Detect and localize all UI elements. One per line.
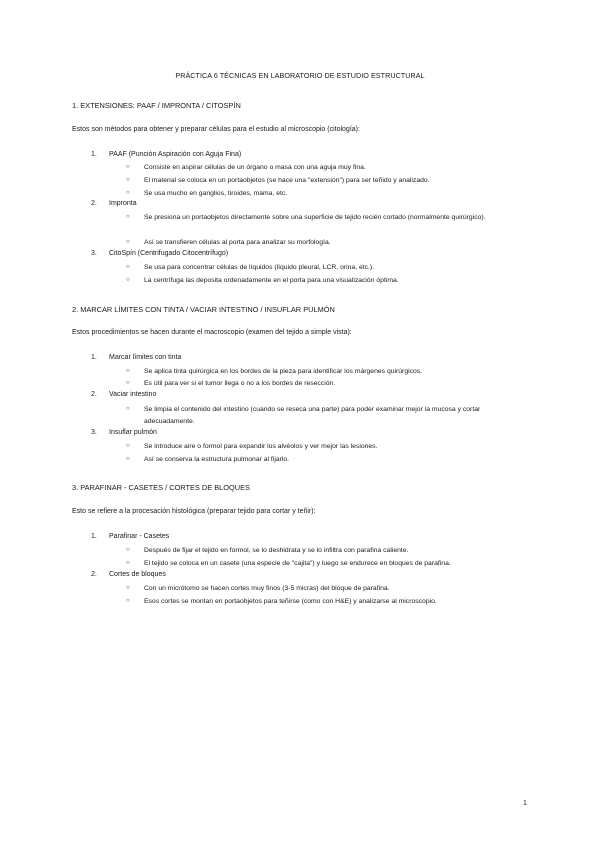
bullet-icon: ○ xyxy=(126,239,130,245)
bullet-item: ○ Esos cortes se montan en portaobjetos para teñirse (como con H&E) y analizarse al microscopio. xyxy=(126,596,516,608)
bullet-item: ○ Se limpia el contenido del intestino (cuando se reseca una parte) para poder examinar mejor la mucosa y cortar adecuadamente. xyxy=(126,406,481,425)
list-item xyxy=(91,391,156,398)
list-item xyxy=(91,354,181,361)
bullet-icon: ○ xyxy=(126,380,130,386)
list-item xyxy=(91,250,228,257)
section-heading-2: 2. MARCAR LÍMITES CON TINTA / VACIAR INTESTINO / INSUFLAR PULMÓN xyxy=(72,305,335,314)
item-number: 3. xyxy=(91,250,97,257)
bullet-icon: ○ xyxy=(126,585,130,591)
bullet-icon: ○ xyxy=(126,598,130,604)
bullet-item: ○ El material se coloca en un portaobjetos (se hace una "extensión") para ser teñido y analizado. xyxy=(126,175,516,187)
item-number: 2. xyxy=(91,200,97,207)
item-label: Parafinar - Casetes xyxy=(109,533,170,540)
bullet-item: ○ Después de fijar el tejido en formol, se lo deshidrata y se lo infiltra con parafina caliente. xyxy=(126,545,516,557)
bullet-item: ○ Se usa mucho en ganglios, tiroides, mama, etc. xyxy=(126,188,516,200)
bullet-icon: ○ xyxy=(126,406,130,412)
item-number: 1. xyxy=(91,354,97,361)
bullet-item: ○ Se aplica tinta quirúrgica en los bordes de la pieza para identificar los márgenes quirúrgicos. xyxy=(126,366,516,378)
item-label: Impronta xyxy=(109,200,137,207)
bullet-item: ○ El tejido se coloca en un casete (una especie de "cajita") y luego se endurece en bloques de parafina. xyxy=(126,558,516,570)
bullet-item: ○ Con un micrótomo se hacen cortes muy finos (3-5 micras) del bloque de parafina. xyxy=(126,583,516,595)
bullet-item: ○ Consiste en aspirar células de un órgano o masa con una aguja muy fina. xyxy=(126,162,516,174)
bullet-icon: ○ xyxy=(126,264,130,270)
section-intro-2: Estos procedimientos se hacen durante el macroscopio (examen del tejido a simple vista): xyxy=(72,329,352,336)
bullet-item: ○ La centrífuga las deposita ordenadamente en el porta para una visualización óptima. xyxy=(126,275,516,287)
bullet-icon: ○ xyxy=(126,164,130,170)
bullet-icon: ○ xyxy=(126,560,130,566)
item-number: 2. xyxy=(91,571,97,578)
bullet-icon: ○ xyxy=(126,368,130,374)
item-label: Marcar límites con tinta xyxy=(109,354,182,361)
bullet-item: ○ Así se transfieren células al porta para analizar su morfología. xyxy=(126,237,516,249)
bullet-item: ○ Se introduce aire o formol para expandir los alvéolos y ver mejor las lesiones. xyxy=(126,441,516,453)
item-label: PAAF (Punción Aspiración con Aguja Fina) xyxy=(109,151,242,158)
page-title: PRÁCTICA 6 TÉCNICAS EN LABORATORIO DE ESTUDIO ESTRUCTURAL xyxy=(175,71,425,80)
bullet-icon: ○ xyxy=(126,190,130,196)
list-item xyxy=(91,200,137,207)
list-item xyxy=(91,571,166,578)
section-intro-1: Estos son métodos para obtener y preparar células para el estudio al microscopio (citología): xyxy=(72,126,360,133)
bullet-icon: ○ xyxy=(126,547,130,553)
section-heading-3: 3. PARAFINAR - CASETES / CORTES DE BLOQUES xyxy=(72,483,250,492)
bullet-item: ○ Es útil para ver si el tumor llega o no a los bordes de resección. xyxy=(126,378,516,390)
bullet-item: ○ Así se conserva la estructura pulmonar al fijarlo. xyxy=(126,454,516,466)
item-number: 3. xyxy=(91,429,97,436)
bullet-icon: ○ xyxy=(126,177,130,183)
bullet-icon: ○ xyxy=(126,214,130,220)
item-label: Vaciar intestino xyxy=(109,391,157,398)
bullet-item: ○ Se usa para concentrar células de líquidos (líquido pleural, LCR, orina, etc.). xyxy=(126,262,516,274)
item-label: Cortes de bloques xyxy=(109,571,166,578)
item-label: Insuflar pulmón xyxy=(109,429,157,436)
bullet-item: ○ Se presiona un portaobjetos directamente sobre una superficie de tejido recién cortado (normalmente quirúrgico). xyxy=(126,212,516,224)
item-number: 1. xyxy=(91,533,97,540)
item-number: 2. xyxy=(91,391,97,398)
list-item xyxy=(91,151,241,158)
bullet-icon: ○ xyxy=(126,456,130,462)
section-heading-1: 1. EXTENSIONES: PAAF / IMPRONTA / CITOSPÍN xyxy=(72,101,241,110)
page-number: 1 xyxy=(523,800,527,807)
list-item xyxy=(91,429,157,436)
bullet-icon: ○ xyxy=(126,443,130,449)
bullet-icon: ○ xyxy=(126,277,130,283)
item-label: CitoSpín (Centrifugado Citocentrífugo) xyxy=(109,250,229,257)
section-intro-3: Esto se refiere a la procesación histológica (preparar tejido para cortar y teñir): xyxy=(72,508,316,515)
list-item xyxy=(91,533,169,540)
item-number: 1. xyxy=(91,151,97,158)
